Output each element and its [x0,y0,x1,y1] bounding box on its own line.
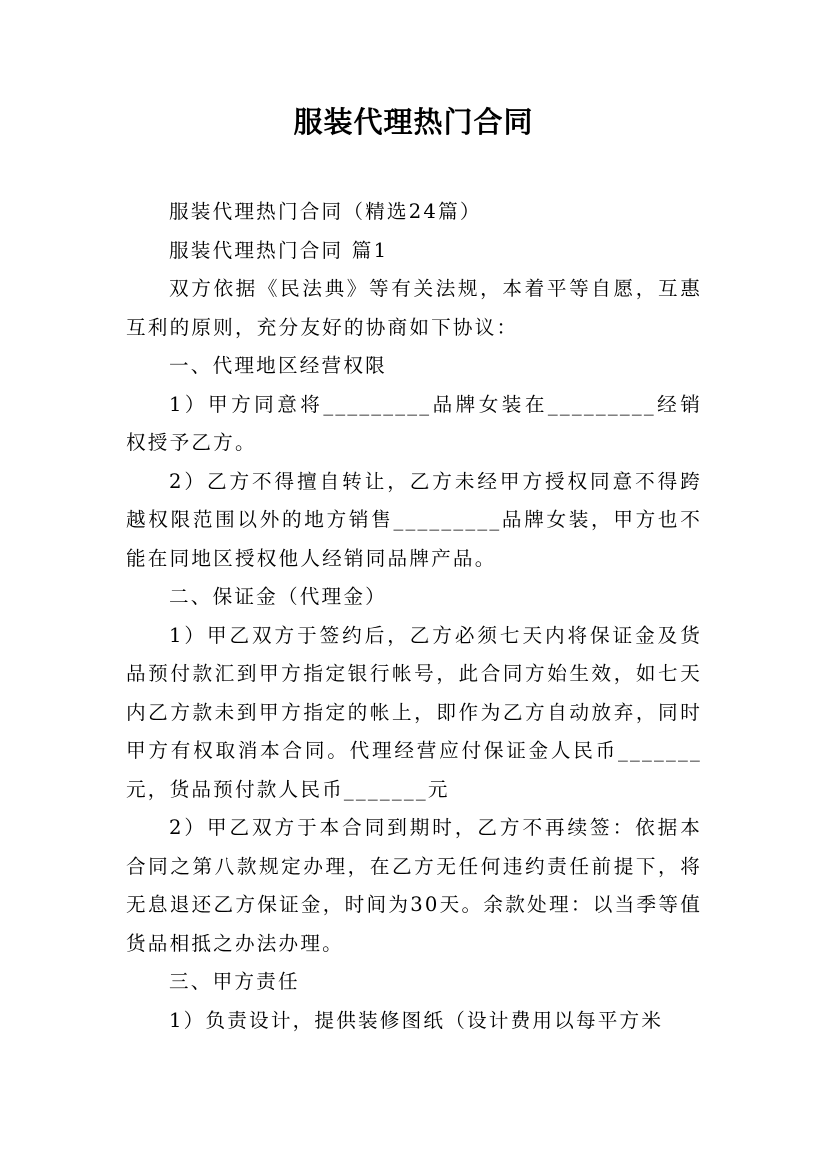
heading-region-rights: 一、代理地区经营权限 [169,354,387,377]
heading-party-a-duties: 三、甲方责任 [169,970,300,993]
clause-2-1: 1）甲乙双方于签约后，乙方必须七天内将保证金及货品预付款汇到甲方指定银行帐号，此合同方始生效，如七天内乙方款未到甲方指定的帐上，即作为乙方自动放弃，同时甲方有权取消本合同。代理经营应付保证金人民币_______元，货品预付款人民币_______元 [126,623,702,801]
clause-2-2: 2）甲乙双方于本合同到期时，乙方不再续签：依据本合同之第八款规定办理，在乙方无任何违约责任前提下，将无息退还乙方保证金，时间为30天。余款处理：以当季等值货品相抵之办法办理。 [126,816,702,955]
paragraph-section-label: 服装代理热门合同 篇1 [169,238,389,262]
paragraph-intro: 双方依据《民法典》等有关法规，本着平等自愿，互惠互利的原则，充分友好的协商如下协议： [126,277,702,339]
document-body [126,193,702,1040]
clause-3-1: 1）负责设计，提供装修图纸（设计费用以每平方米 [169,1008,664,1032]
clause-1-1: 1）甲方同意将_________品牌女装在_________经销权授予乙方。 [126,392,702,454]
document-title: 服装代理热门合同 [293,105,534,139]
clause-1-2: 2）乙方不得擅自转让，乙方未经甲方授权同意不得跨越权限范围以外的地方销售_________品牌女装，甲方也不能在同地区授权他人经销同品牌产品。 [126,469,702,570]
heading-deposit: 二、保证金（代理金） [169,585,387,608]
paragraph-subtitle: 服装代理热门合同（精选24篇） [169,200,482,223]
